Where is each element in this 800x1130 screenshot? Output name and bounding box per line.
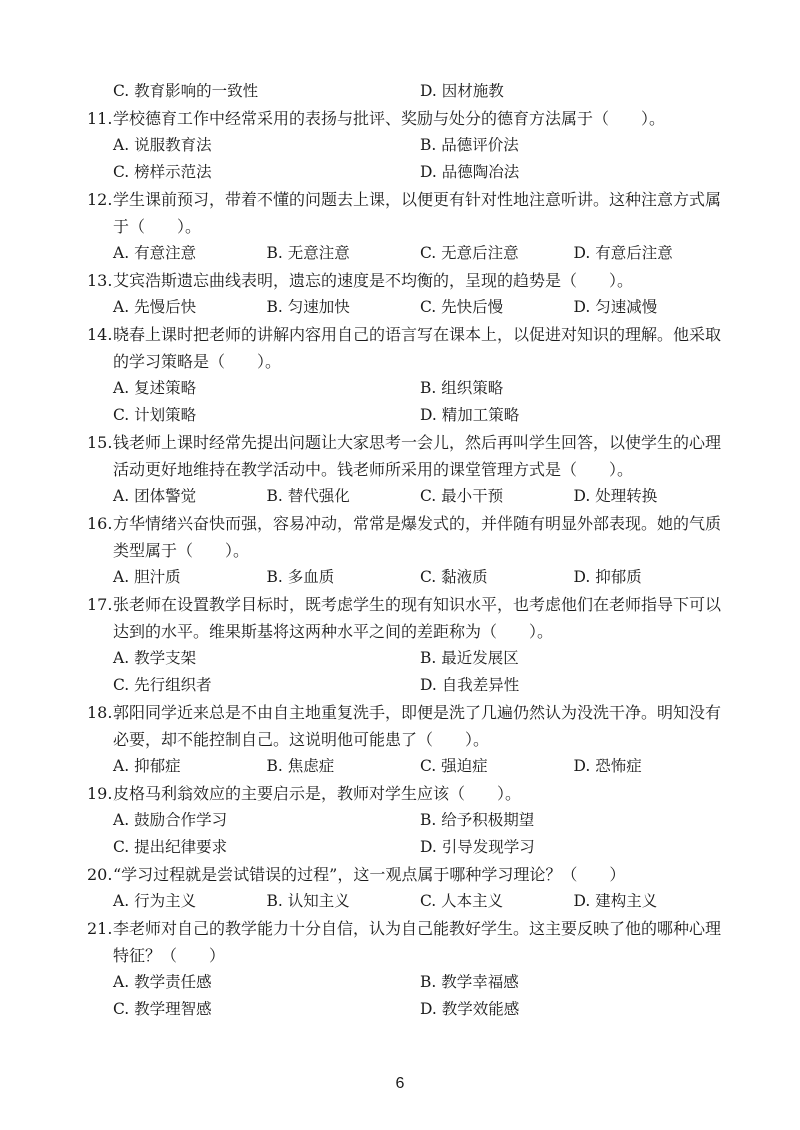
option-a: A. 胆汁质 [113,568,181,586]
question-15 [87,429,727,510]
option-d: D. 建构主义 [573,892,658,910]
question-stem: “学习过程就是尝试错误的过程”，这一观点属于哪种学习理论？（ ） [113,865,626,884]
option-c: C. 教育影响的一致性 [113,82,259,100]
question-number: 20. [87,865,113,884]
question-list [87,78,727,1023]
option-b: B. 最近发展区 [420,649,519,667]
question-19 [87,780,727,861]
option-c: C. 无意后注意 [420,244,519,262]
option-a: A. 教学支架 [113,649,197,667]
options [87,969,727,1023]
option-d: D. 恐怖症 [573,757,642,775]
option-b: B. 品德评价法 [420,136,519,154]
option-d: D. 处理转换 [573,487,658,505]
question-stem: 钱老师上课时经常先提出问题让大家思考一会儿，然后再叫学生回答，以使学生的心理活动更好地维持在教学活动中。钱老师所采用的课堂管理方式是（ ）。 [113,433,722,479]
question-stem: 学生课前预习，带着不懂的问题去上课，以便更有针对性地注意听讲。这种注意方式属于（ ）。 [113,190,722,236]
option-d: D. 品德陶冶法 [420,163,520,181]
question-stem: 晓春上课时把老师的讲解内容用自己的语言写在课本上，以促进对知识的理解。他采取的学习策略是（ ）。 [113,325,722,371]
option-d: D. 有意后注意 [573,244,673,262]
option-b: B. 认知主义 [266,892,350,910]
question-number: 15. [87,433,113,452]
options [87,564,727,591]
question-stem: 李老师对自己的教学能力十分自信，认为自己能教好学生。这主要反映了他的哪种心理特征？（ ） [113,919,722,965]
option-d: D. 抑郁质 [573,568,642,586]
question-number: 12. [87,190,113,209]
question-number: 19. [87,784,113,803]
option-a: A. 行为主义 [113,892,197,910]
question-number: 18. [87,703,113,722]
options [87,888,727,915]
options [87,753,727,780]
question-number: 11. [87,109,113,128]
option-d: D. 教学效能感 [420,1000,520,1018]
options [87,483,727,510]
option-c: C. 最小干预 [420,487,504,505]
option-c: C. 人本主义 [420,892,504,910]
option-a: A. 复述策略 [113,379,197,397]
question-21 [87,915,727,1023]
options [87,294,727,321]
options [87,375,727,429]
question-stem: 学校德育工作中经常采用的表扬与批评、奖励与处分的德育方法属于（ ）。 [113,109,666,128]
question-13 [87,267,727,321]
options [87,240,727,267]
option-a: A. 鼓励合作学习 [113,811,228,829]
option-b: B. 匀速加快 [266,298,350,316]
question-number: 14. [87,325,113,344]
question-stem: 张老师在设置教学目标时，既考虑学生的现有知识水平，也考虑他们在老师指导下可以达到的水平。维果斯基将这两种水平之间的差距称为（ ）。 [113,595,722,641]
options [87,645,727,699]
question-12 [87,186,727,267]
question-stem: 郭阳同学近来总是不由自主地重复洗手，即便是洗了几遍仍然认为没洗干净。明知没有必要，却不能控制自己。这说明他可能患了（ ）。 [113,703,722,749]
question-11 [87,105,727,186]
option-c: C. 黏液质 [420,568,488,586]
question-number: 13. [87,271,113,290]
page-number: 6 [395,1075,405,1092]
option-d: D. 自我差异性 [420,676,520,694]
option-c: C. 先快后慢 [420,298,504,316]
question-stem: 皮格马利翁效应的主要启示是，教师对学生应该（ ）。 [113,784,522,803]
question-16 [87,510,727,591]
options [87,807,727,861]
option-b: B. 多血质 [266,568,335,586]
option-d: D. 精加工策略 [420,406,520,424]
option-b: B. 无意注意 [266,244,350,262]
option-c: C. 榜样示范法 [113,163,212,181]
option-c: C. 教学理智感 [113,1000,212,1018]
option-c: C. 强迫症 [420,757,488,775]
option-a: A. 有意注意 [113,244,197,262]
option-d: D. 匀速减慢 [573,298,658,316]
question-17 [87,591,727,699]
option-d: D. 因材施教 [420,82,504,100]
question-stem: 方华情绪兴奋快而强，容易冲动，常常是爆发式的，并伴随有明显外部表现。她的气质类型属于（ ）。 [113,514,722,560]
option-b: B. 组织策略 [420,379,504,397]
option-a: A. 教学责任感 [113,973,212,991]
options [87,132,727,186]
carryover-options [87,78,727,105]
question-14 [87,321,727,429]
question-number: 21. [87,919,113,938]
question-20 [87,861,727,915]
question-stem: 艾宾浩斯遗忘曲线表明，遗忘的速度是不均衡的，呈现的趋势是（ ）。 [113,271,634,290]
option-b: B. 焦虑症 [266,757,335,775]
question-number: 17. [87,595,113,614]
option-d: D. 引导发现学习 [420,838,535,856]
option-b: B. 替代强化 [266,487,350,505]
question-18 [87,699,727,780]
question-number: 16. [87,514,113,533]
option-c: C. 提出纪律要求 [113,838,228,856]
option-a: A. 说服教育法 [113,136,212,154]
option-a: A. 抑郁症 [113,757,181,775]
option-a: A. 团体警觉 [113,487,197,505]
option-a: A. 先慢后快 [113,298,197,316]
option-c: C. 先行组织者 [113,676,212,694]
option-c: C. 计划策略 [113,406,197,424]
option-b: B. 给予积极期望 [420,811,535,829]
option-b: B. 教学幸福感 [420,973,519,991]
